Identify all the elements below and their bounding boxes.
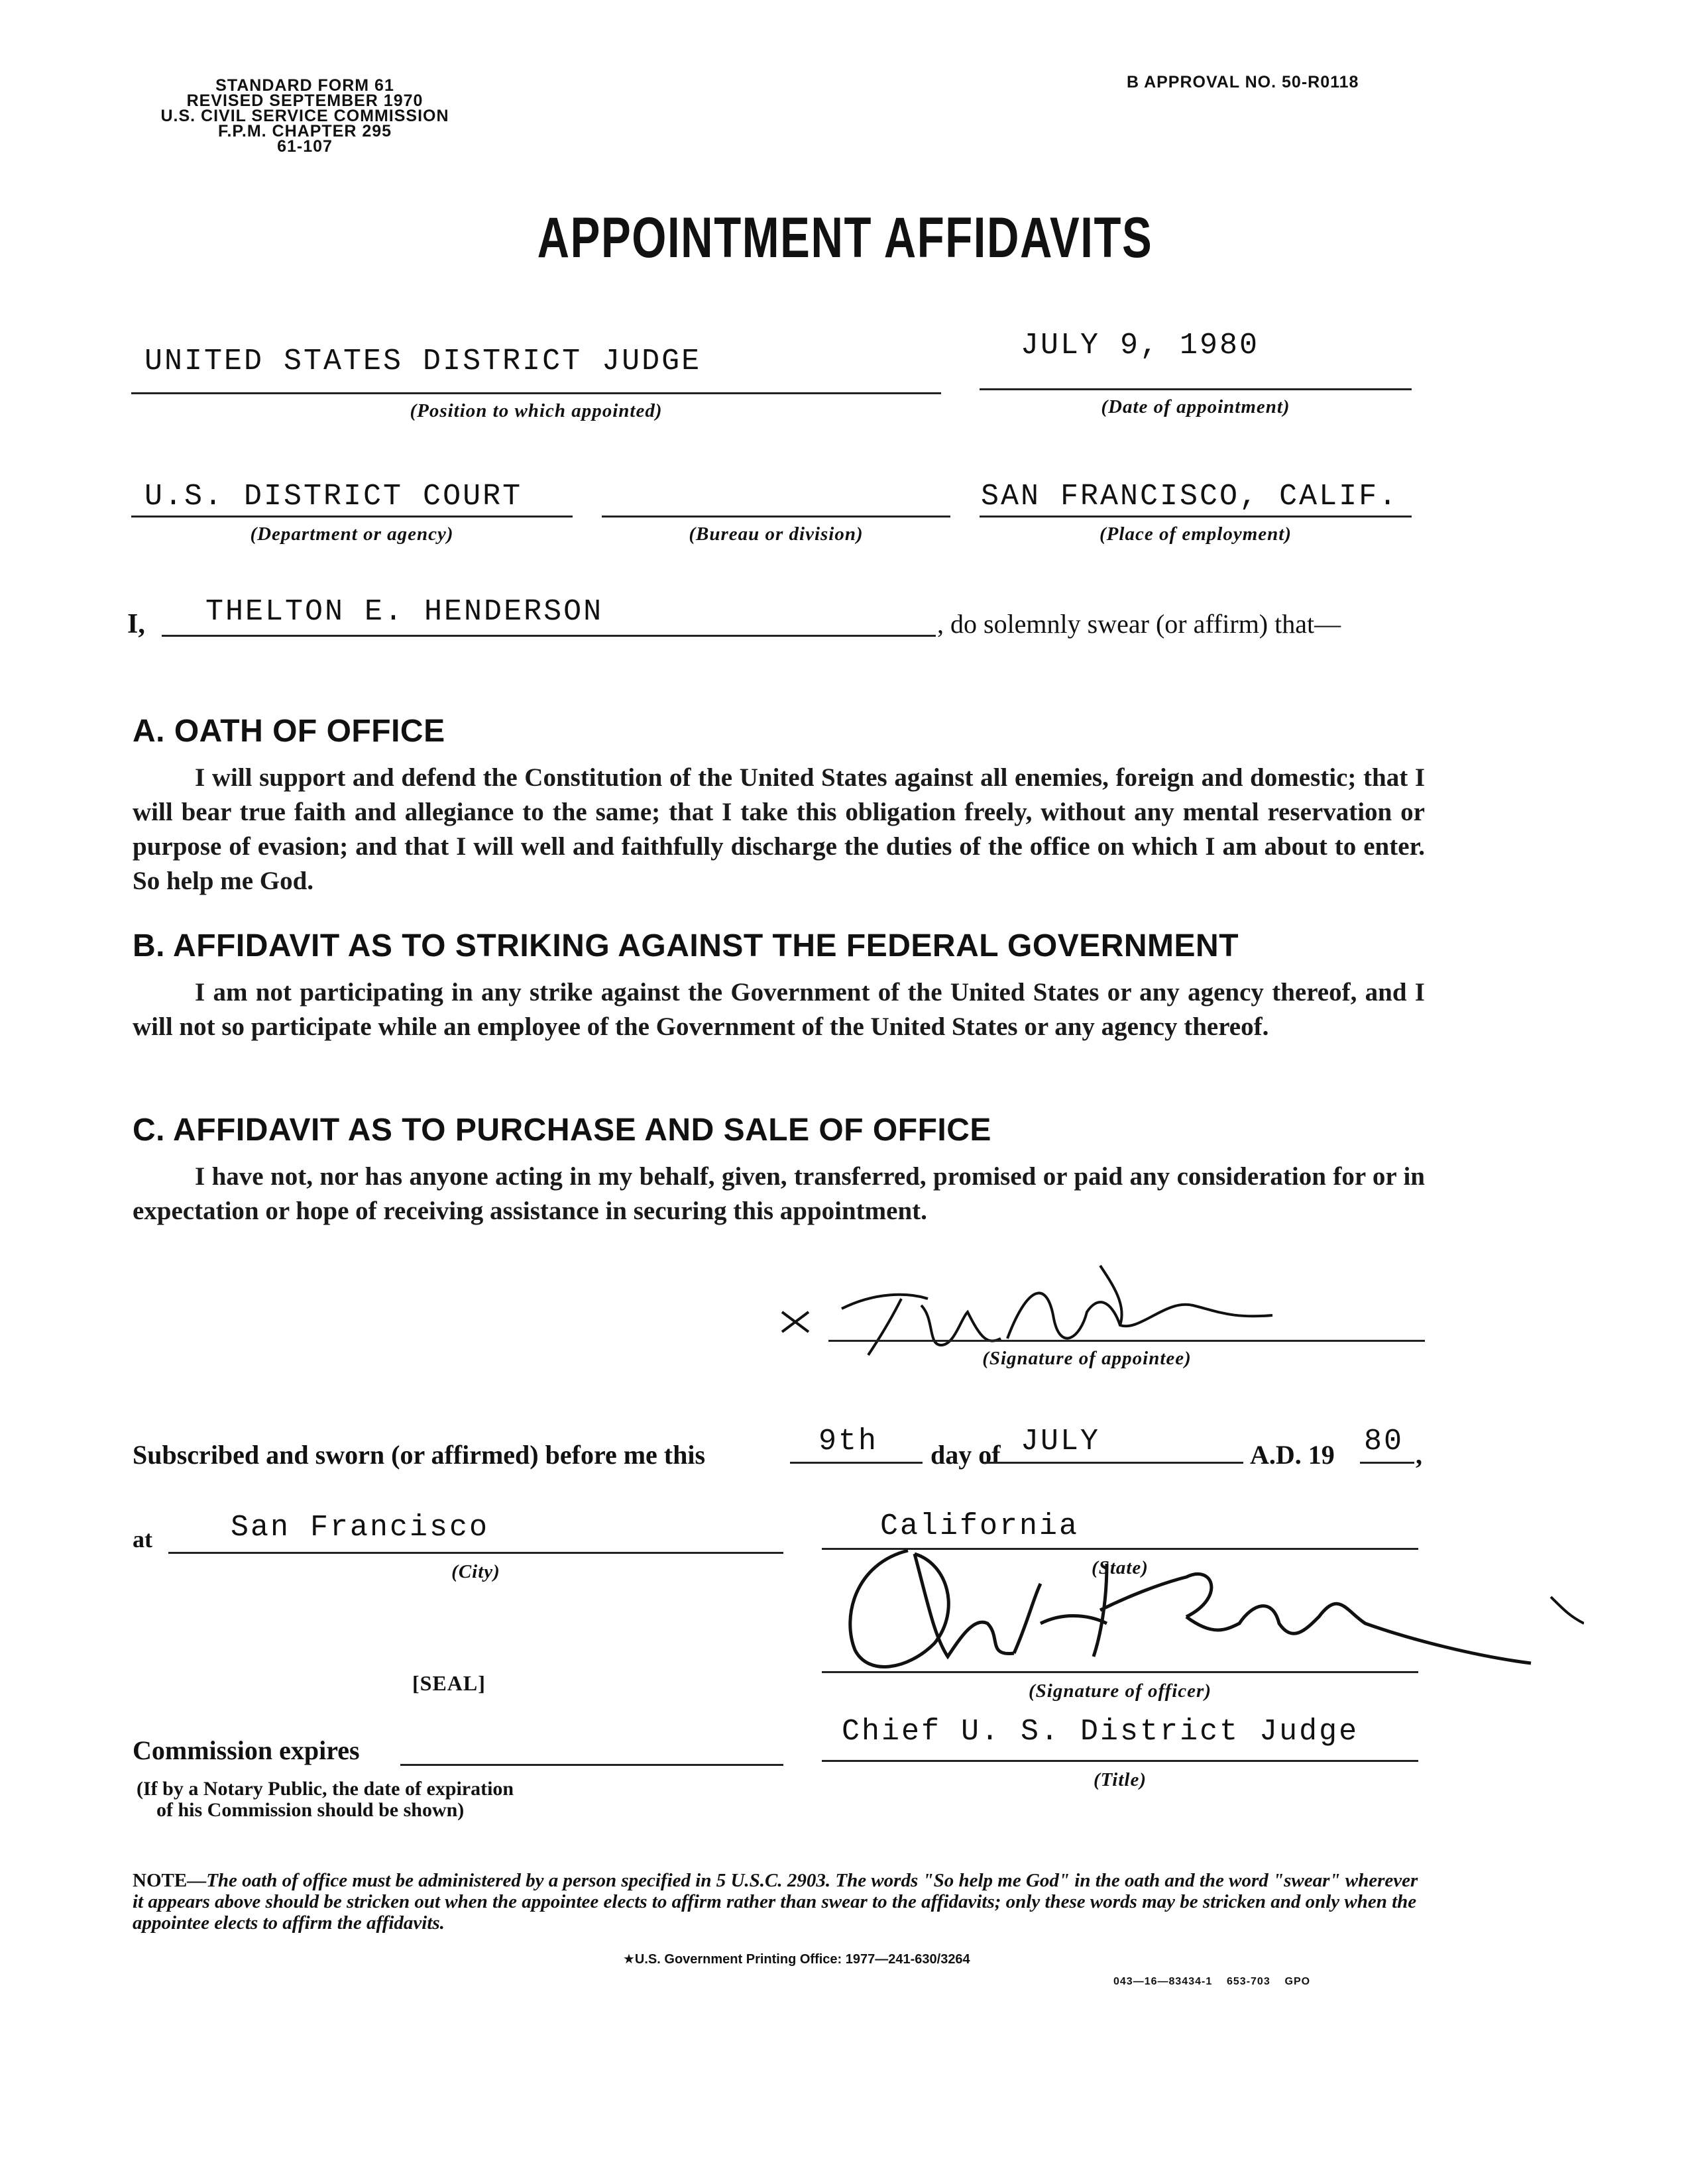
commission-label: Commission expires bbox=[133, 1735, 360, 1765]
bureau-caption: (Bureau or division) bbox=[689, 523, 864, 545]
section-b-text: I am not participating in any strike against the Government of the United States or any agency thereof, and I will not so participate while an employee of the Government of the United States or any agency thereof. bbox=[133, 978, 1425, 1041]
sworn-comma: , bbox=[1416, 1440, 1422, 1470]
city-value: San Francisco bbox=[231, 1511, 490, 1545]
appointee-signature-caption: (Signature of appointee) bbox=[982, 1348, 1192, 1369]
form-code: 61-107 bbox=[277, 137, 333, 156]
form-issuer: U.S. CIVIL SERVICE COMMISSION bbox=[160, 107, 449, 125]
sworn-month-line[interactable] bbox=[984, 1462, 1243, 1464]
position-caption: (Position to which appointed) bbox=[410, 400, 663, 421]
officer-signature-line[interactable] bbox=[822, 1671, 1418, 1673]
city-caption: (City) bbox=[451, 1561, 500, 1582]
commission-hint-line1: (If by a Notary Public, the date of expiration bbox=[137, 1778, 514, 1800]
sworn-month: JULY bbox=[1021, 1425, 1101, 1458]
page-title: APPOINTMENT AFFIDAVITS bbox=[537, 206, 1153, 270]
officer-title-line[interactable] bbox=[822, 1760, 1418, 1762]
section-c-heading: C. AFFIDAVIT AS TO PURCHASE AND SALE OF OFFICE bbox=[133, 1113, 991, 1148]
appointee-signature-line[interactable] bbox=[828, 1340, 1425, 1342]
printing-office: ★U.S. Government Printing Office: 1977—241-630/3264 bbox=[623, 1952, 970, 1967]
place-line[interactable] bbox=[980, 516, 1412, 518]
city-line[interactable] bbox=[168, 1552, 783, 1554]
position-line[interactable] bbox=[131, 392, 941, 394]
commission-hint bbox=[137, 1778, 514, 1821]
section-b-heading: B. AFFIDAVIT AS TO STRIKING AGAINST THE FEDERAL GOVERNMENT bbox=[133, 928, 1239, 963]
section-a-text: I will support and defend the Constitution of the United States against all enemies, foreign and domestic; that I will bear true faith and allegiance to the same; that I take this obligation freely, without any mental reservation or purpose of evasion; and that I will well and faithfully discharge the duties of the office on which I am about to enter. So help me God. bbox=[133, 763, 1425, 895]
sworn-prefix: Subscribed and sworn (or affirmed) before me this bbox=[133, 1440, 706, 1470]
seal-placeholder: [SEAL] bbox=[412, 1671, 486, 1695]
commission-line[interactable] bbox=[400, 1764, 783, 1766]
place-value: SAN FRANCISCO, CALIF. bbox=[981, 480, 1399, 514]
department-line[interactable] bbox=[131, 516, 573, 518]
place-caption: (Place of employment) bbox=[1099, 523, 1292, 545]
note bbox=[133, 1870, 1432, 1934]
officer-signature-caption: (Signature of officer) bbox=[1028, 1680, 1211, 1702]
commission-hint-line2: of his Commission should be shown) bbox=[156, 1799, 465, 1821]
note-label: NOTE— bbox=[133, 1870, 207, 1891]
sworn-year-line[interactable] bbox=[1360, 1462, 1414, 1464]
form-identification bbox=[119, 78, 490, 154]
swear-suffix: , do solemnly swear (or affirm) that— bbox=[937, 609, 1341, 639]
sworn-day-line[interactable] bbox=[790, 1462, 923, 1464]
form-chapter: F.P.M. CHAPTER 295 bbox=[217, 122, 392, 140]
appointee-name-line[interactable] bbox=[162, 635, 936, 637]
department-value: U.S. DISTRICT COURT bbox=[144, 480, 523, 514]
swear-prefix: I, bbox=[127, 609, 145, 639]
section-a-heading: A. OATH OF OFFICE bbox=[133, 714, 445, 749]
sworn-ad: A.D. 19 bbox=[1250, 1440, 1335, 1470]
date-caption: (Date of appointment) bbox=[1101, 396, 1290, 417]
location-at: at bbox=[133, 1526, 152, 1553]
sworn-year: 80 bbox=[1364, 1425, 1404, 1458]
form-number: STANDARD FORM 61 bbox=[215, 76, 394, 95]
bureau-line[interactable] bbox=[602, 516, 950, 518]
position-value: UNITED STATES DISTRICT JUDGE bbox=[144, 345, 702, 378]
sworn-day: 9th bbox=[818, 1425, 879, 1458]
sworn-day-of: day of bbox=[930, 1440, 1001, 1470]
officer-title-caption: (Title) bbox=[1094, 1769, 1147, 1790]
officer-title-value: Chief U. S. District Judge bbox=[842, 1715, 1359, 1749]
state-value: California bbox=[880, 1509, 1080, 1543]
department-caption: (Department or agency) bbox=[250, 523, 454, 545]
stock-codes: 043—16—83434-1 653-703 GPO bbox=[1113, 1976, 1311, 1987]
officer-signature bbox=[815, 1524, 1584, 1696]
note-text: The oath of office must be administered by a person specified in 5 U.S.C. 2903. The words "So help me God" in the oath and the word "swear" wherever it appears above should be stricken out when the appointee elects to affirm rather than swear to the affidavits; only these words may be stricken and only when the appointee elects to affirm the affidavits. bbox=[133, 1870, 1418, 1934]
date-line[interactable] bbox=[980, 388, 1412, 390]
form-revision: REVISED SEPTEMBER 1970 bbox=[186, 91, 423, 110]
appointee-name: THELTON E. HENDERSON bbox=[205, 595, 604, 629]
state-caption: (State) bbox=[1092, 1557, 1149, 1578]
approval-number: B APPROVAL NO. 50-R0118 bbox=[1127, 73, 1359, 91]
date-value: JULY 9, 1980 bbox=[1021, 329, 1260, 362]
section-c-text: I have not, nor has anyone acting in my behalf, given, transferred, promised or paid any consideration for or in expectation or hope of receiving assistance in securing this appointment. bbox=[133, 1162, 1425, 1225]
appointee-signature bbox=[769, 1246, 1299, 1365]
